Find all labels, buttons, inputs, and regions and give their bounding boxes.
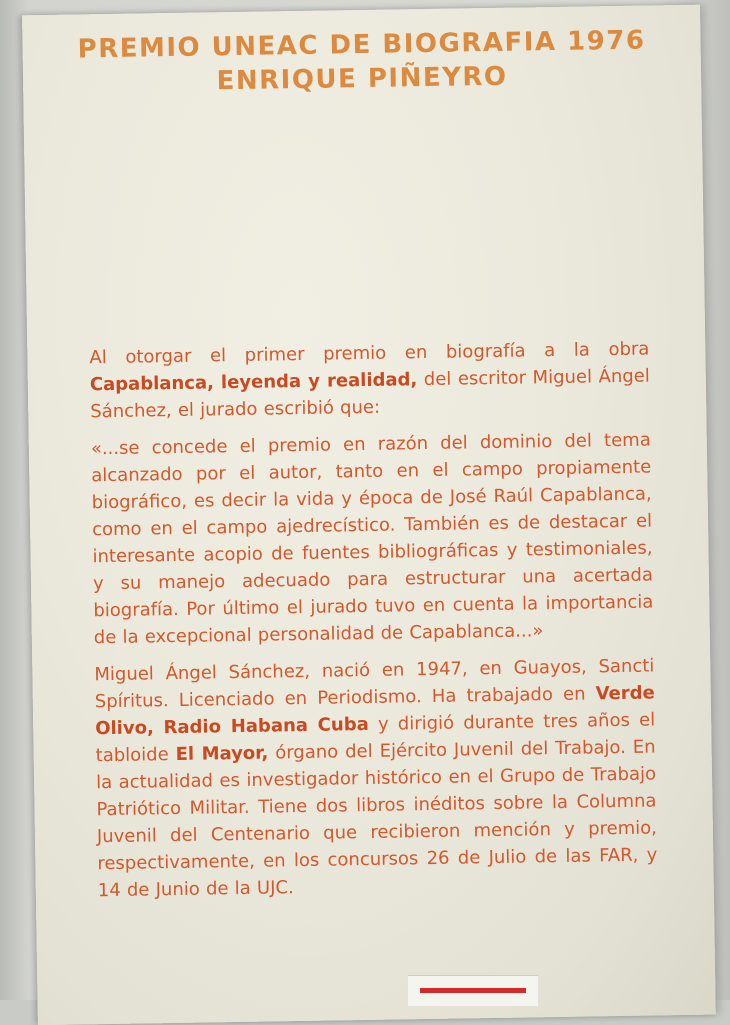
intro-text-2: del escritor Miguel Ángel Sánchez, el jurado escribió que: <box>90 365 650 423</box>
work-title: Capablanca, leyenda y realidad, <box>89 369 418 396</box>
prize-title: PREMIO UNEAC DE BIOGRAFIA 1976 <box>77 25 646 65</box>
prize-heading <box>22 23 701 102</box>
bottom-label-strip <box>408 975 538 1006</box>
prize-name: ENRIQUE PIÑEYRO <box>216 61 508 97</box>
publication-1: Verde Olivo, Radio Habana Cuba <box>95 682 655 740</box>
jury-text-block <box>89 336 658 915</box>
bio-text-3: órgano del Ejército Juvenil del Trabajo. En la actualidad es investigador histórico en el Grupo de Trabajo Patriótico Militar. Tiene dos libros inéditos sobre la Columna Juvenil del Centenario que recibieron mención y premio, respectivamente, en los concursos 26 de Julio de las FAR, y 14 de Junio de la UJC. <box>95 736 658 902</box>
author-bio <box>94 652 658 904</box>
red-bar <box>420 988 526 993</box>
publication-2: El Mayor, <box>175 742 269 766</box>
jury-quote: «...se concede el premio en razón del dominio del tema alcanzado por el autor, tanto en el campo propiamente biográfico, es decir la vida y época de José Raúl Capablanca, como en el campo ajedrecístico. También es de destacar el interesante acopio de fuentes bibliográficas y testimoniales, y su manejo adecuado para estructurar una acertada biografía. Por último el jurado tuvo en cuenta la importancia de la excepcional personalidad de Capablanca...» <box>90 429 654 649</box>
bio-text-1: Miguel Ángel Sánchez, nació en 1947, en Guayos, Sancti Spíritus. Licenciado en Periodismo. Ha trabajado en <box>94 655 655 713</box>
intro-paragraph <box>89 336 650 426</box>
book-back-cover <box>22 5 716 1025</box>
intro-text-1: Al otorgar el primer premio en biografía a la obra <box>89 338 650 369</box>
bio-text-2: y dirigió durante tres años el tabloide <box>95 709 656 767</box>
